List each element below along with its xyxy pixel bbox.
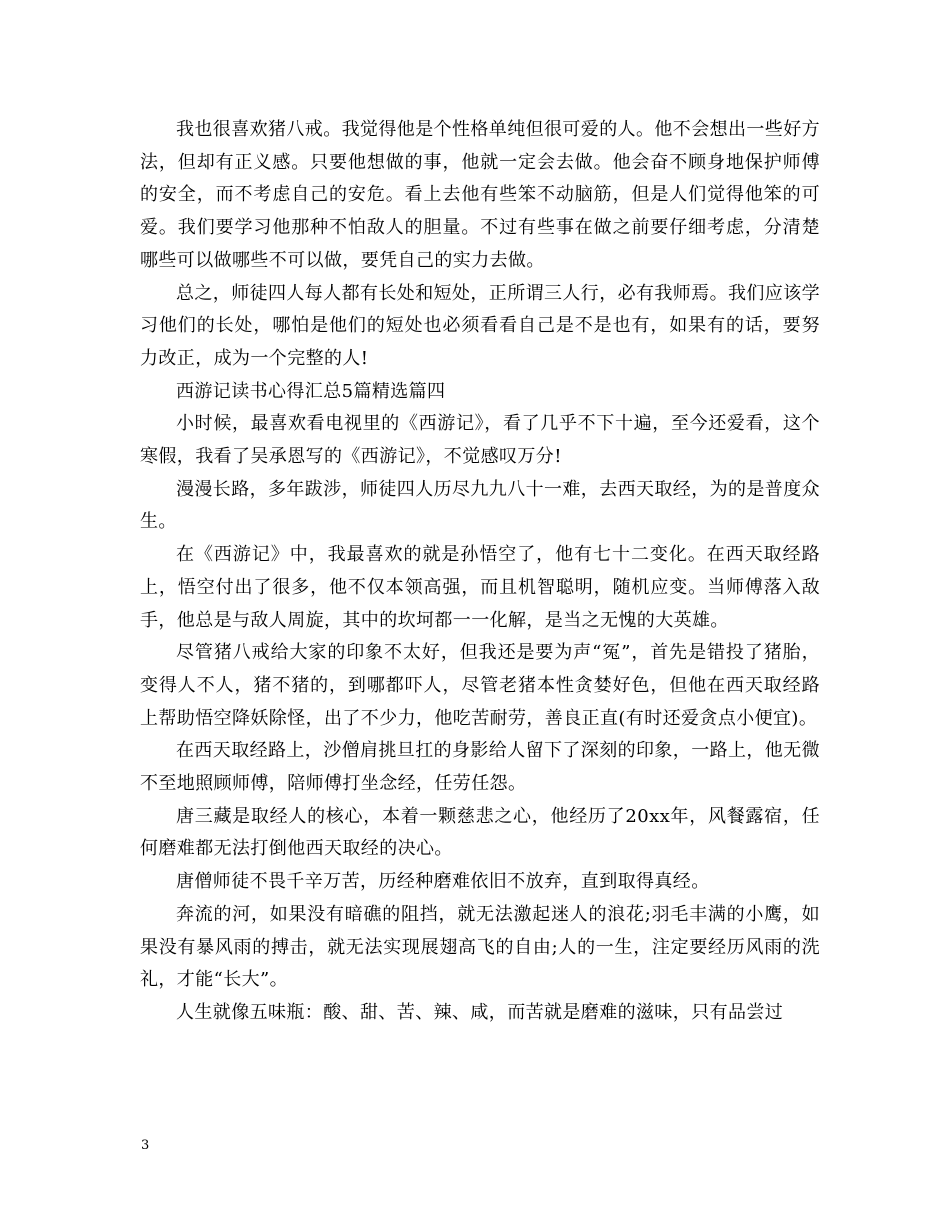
paragraph-zhu-bajie-2: 尽管猪八戒给大家的印象不太好，但我还是要为声“冤”，首先是错投了猪胎，变得人不人，猪不猪的，到哪都吓人，尽管老猪本性贪婪好色，但他在西天取经路上帮助悟空降妖除怪，出了不少力，他吃苦耐劳，善良正直(有时还爱贪点小便宜)。 (140, 642, 820, 729)
paragraph-hardships: 唐僧师徒不畏千辛万苦，历经种磨难依旧不放弃，直到取得真经。 (176, 871, 710, 893)
paragraph-childhood: 小时候，最喜欢看电视里的《西游记》，看了几乎不下十遍，至今还爱看，这个寒假，我看了吴承恩写的《西游记》，不觉感叹万分! (140, 413, 820, 468)
section-heading: 西游记读书心得汇总5篇精选篇四 (176, 380, 446, 402)
paragraph-sha-seng: 在西天取经路上，沙僧肩挑旦扛的身影给人留下了深刻的印象，一路上，他无微不至地照顾师傅，陪师傅打坐念经，任劳任怨。 (140, 740, 820, 795)
paragraph-long-road: 漫漫长路，多年跋涉，师徒四人历尽九九八十一难，去西天取经，为的是普度众生。 (140, 478, 820, 533)
document-body (140, 114, 820, 1030)
paragraph-river-eagle: 奔流的河，如果没有暗礁的阻挡，就无法激起迷人的浪花;羽毛丰满的小鹰，如果没有暴风雨的搏击，就无法实现展翅高飞的自由;人的一生，注定要经历风雨的洗礼，才能“长大”。 (140, 903, 820, 991)
paragraph-conclusion: 总之，师徒四人每人都有长处和短处，正所谓三人行，必有我师焉。我们应该学习他们的长处，哪怕是他们的短处也必须看看自己是不是也有，如果有的话，要努力改正，成为一个完整的人! (140, 282, 820, 369)
paragraph-sun-wukong: 在《西游记》中，我最喜欢的就是孙悟空了，他有七十二变化。在西天取经路上，悟空付出了很多，他不仅本领高强，而且机智聪明，随机应变。当师傅落入敌手，他总是与敌人周旋，其中的坎坷都一一化解，是当之无愧的大英雄。 (140, 544, 820, 631)
paragraph-tang-sanzang: 唐三藏是取经人的核心，本着一颗慈悲之心，他经历了20xx年，风餐露宿，任何磨难都无法打倒他西天取经的决心。 (140, 805, 820, 860)
paragraph-life-flavors: 人生就像五味瓶：酸、甜、苦、辣、咸，而苦就是磨难的滋味，只有品尝过 (176, 1001, 784, 1023)
page-number: 3 (141, 1138, 150, 1153)
paragraph-zhu-bajie-1: 我也很喜欢猪八戒。我觉得他是个性格单纯但很可爱的人。他不会想出一些好方法，但却有正义感。只要他想做的事，他就一定会去做。他会奋不顾身地保护师傅的安全，而不考虑自己的安危。看上去他有些笨不动脑筋，但是人们觉得他笨的可爱。我们要学习他那种不怕敌人的胆量。不过有些事在做之前要仔细考虑，分清楚哪些可以做哪些不可以做，要凭自己的实力去做。 (140, 119, 820, 271)
